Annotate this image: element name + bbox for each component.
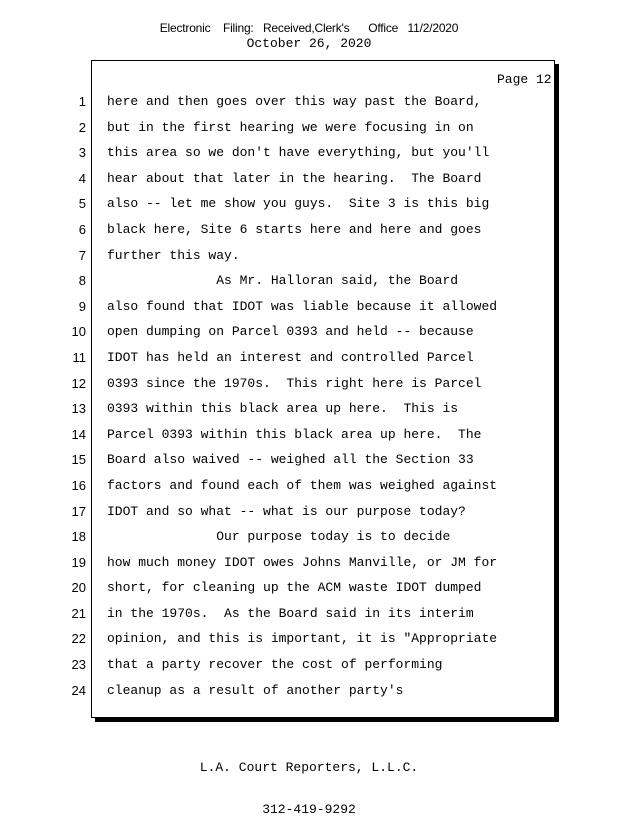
transcript-date: October 26, 2020 [246, 36, 372, 51]
transcript-line: opinion, and this is important, it is "Appropriate [107, 631, 498, 647]
line-number: 9 [78, 298, 86, 314]
reporter-phone: 312-419-9292 [262, 802, 356, 817]
transcript-line: IDOT and so what -- what is our purpose today? [107, 503, 466, 519]
transcript-line: here and then goes over this way past the Board, [107, 94, 482, 109]
footer [0, 733, 618, 831]
transcript-line: short, for cleaning up the ACM waste IDOT dumped [107, 580, 482, 596]
line-number: 3 [78, 145, 86, 161]
line-number: 10 [71, 324, 86, 340]
transcript-line: in the 1970s. As the Board said in its interim [107, 605, 474, 621]
transcript-line: 0393 within this black area up here. This is [107, 401, 459, 417]
line-number: 4 [78, 170, 86, 186]
transcript-line: hear about that later in the hearing. The Board [107, 170, 482, 186]
line-number: 19 [71, 554, 86, 570]
reporter-company: L.A. Court Reporters, L.L.C. [199, 760, 419, 775]
line-number: 18 [71, 529, 86, 545]
filing-stamp: Electronic Filing: Received,Clerk's Office 11/2/2020 [159, 21, 459, 35]
transcript-line: IDOT has held an interest and controlled Parcel [107, 349, 474, 365]
line-number: 23 [71, 657, 86, 673]
transcript-line: further this way. [107, 247, 240, 263]
line-number: 8 [78, 273, 86, 289]
transcript-line: that a party recover the cost of performing [107, 657, 443, 673]
transcript-line: this area so we don't have everything, but you'll [107, 145, 490, 161]
line-number: 15 [71, 452, 86, 468]
line-number: 20 [71, 580, 86, 596]
line-number: 12 [71, 375, 86, 391]
line-number: 17 [71, 503, 86, 519]
transcript-line: how much money IDOT owes Johns Manville, or JM for [107, 554, 498, 570]
line-number: 21 [71, 605, 86, 621]
line-number: 11 [72, 349, 86, 365]
line-number: 13 [71, 401, 86, 417]
transcript-text [107, 95, 547, 709]
page-number: Page 12 [497, 72, 552, 87]
transcript-line: black here, Site 6 starts here and here and goes [107, 221, 482, 237]
line-number: 22 [71, 631, 86, 647]
line-number-column [60, 95, 86, 709]
transcript-line: Board also waived -- weighed all the Section 33 [107, 452, 474, 468]
line-number: 16 [71, 477, 86, 493]
transcript-line: As Mr. Halloran said, the Board [107, 273, 459, 289]
line-number: 7 [78, 247, 86, 263]
transcript-line: also found that IDOT was liable because it allowed [107, 298, 498, 314]
transcript-line: cleanup as a result of another party's [107, 682, 404, 698]
transcript-line: factors and found each of them was weighed against [107, 477, 498, 493]
transcript-line: Our purpose today is to decide [107, 529, 451, 545]
line-number: 24 [71, 682, 86, 698]
transcript-line: also -- let me show you guys. Site 3 is this big [107, 196, 490, 212]
line-number: 6 [78, 221, 86, 237]
transcript-line: 0393 since the 1970s. This right here is Parcel [107, 375, 482, 391]
line-number: 1 [78, 94, 86, 109]
line-number: 5 [78, 196, 86, 212]
line-number: 2 [78, 119, 86, 135]
line-number: 14 [71, 426, 86, 442]
transcript-line: Parcel 0393 within this black area up here. The [107, 426, 482, 442]
transcript-line: but in the first hearing we were focusing in on [107, 119, 474, 135]
transcript-line: open dumping on Parcel 0393 and held -- because [107, 324, 474, 340]
